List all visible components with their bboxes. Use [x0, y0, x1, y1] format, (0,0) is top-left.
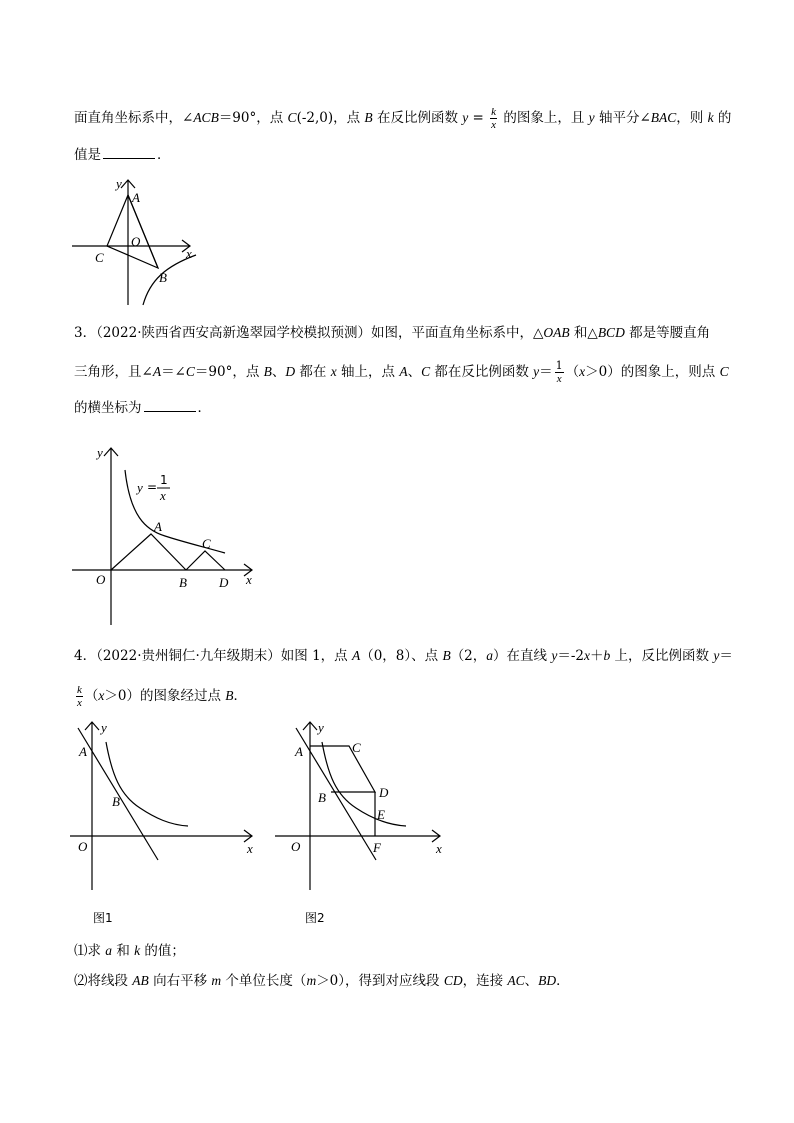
- q4-var: x: [583, 648, 590, 663]
- fraction-numerator: 1: [555, 359, 563, 372]
- label-e: E: [377, 807, 385, 822]
- q2-text: 面直角坐标系中，∠: [74, 110, 194, 126]
- fraction-numerator: k: [491, 106, 497, 118]
- q2-text: 值是: [74, 147, 101, 163]
- fraction-denominator: x: [491, 119, 497, 131]
- q3-var: A: [152, 364, 162, 379]
- q2-text: 在反比例函数: [372, 110, 463, 126]
- q3-text: 的横坐标为: [74, 400, 142, 416]
- q4-var: CD: [443, 973, 463, 988]
- q2-text: (-2,0)，点: [296, 110, 365, 126]
- label-x: x: [246, 572, 252, 587]
- label-b: B: [179, 575, 187, 590]
- label-x: x: [186, 246, 192, 261]
- q3-var: C: [185, 364, 195, 379]
- q3-text: （: [565, 364, 580, 380]
- q3-var: C: [421, 364, 431, 379]
- label-x: x: [436, 841, 442, 856]
- q3-text: ．: [197, 400, 211, 416]
- label-y: y: [116, 176, 122, 191]
- quad-abdc: [310, 746, 375, 792]
- label-f: F: [373, 840, 381, 855]
- q4-text: 个单位长度（: [221, 973, 307, 989]
- q4-text: 向右平移: [148, 973, 212, 989]
- q4-var: BD: [538, 973, 557, 988]
- q4-text: （: [84, 688, 99, 704]
- q4-var: A: [351, 648, 361, 663]
- q2-text: 的: [713, 110, 732, 126]
- q3-text: 都在: [295, 364, 331, 380]
- label-a: A: [132, 190, 140, 205]
- q2-text: 的图象上，且: [499, 110, 589, 126]
- label-a: A: [79, 744, 87, 759]
- q4-text: ．: [233, 688, 248, 704]
- q4-text: ＝: [719, 648, 733, 664]
- fn-num: 1: [160, 473, 168, 487]
- q3-text: ＞0）的图象上，则点: [585, 364, 720, 380]
- q4-var: b: [603, 648, 611, 663]
- q4-var: a: [105, 943, 113, 958]
- fn-eq: =: [147, 480, 158, 494]
- q4-text: 和: [112, 943, 135, 959]
- q3-text: 三角形，且∠: [74, 364, 153, 380]
- caption-fig-2: 图2: [305, 911, 325, 925]
- fn-den: x: [160, 488, 166, 503]
- caption-fig-1: 图1: [93, 911, 113, 925]
- q4-var: AB: [132, 973, 149, 988]
- label-c: C: [352, 740, 361, 755]
- q2-var: B: [364, 110, 373, 125]
- q4-var: B: [225, 688, 234, 703]
- label-a: A: [154, 519, 162, 534]
- q3-text: 轴上，点: [336, 364, 400, 380]
- q4-sub-question-1: [74, 941, 185, 961]
- q4-text: （2，: [450, 648, 487, 664]
- fraction-denominator: x: [77, 697, 82, 709]
- q4-text: ＋: [589, 648, 604, 664]
- q4-text: ⑴求: [74, 943, 106, 959]
- q2-text: 轴平分∠: [594, 110, 651, 126]
- q4-var: m: [211, 973, 222, 988]
- line-ab: [296, 728, 376, 860]
- q4-text: ⑵将线段: [74, 973, 133, 989]
- q4-var: y: [713, 648, 720, 663]
- q4-text: ＞0），得到对应线段: [316, 973, 444, 989]
- q2-var: y: [588, 110, 595, 125]
- q3-text: 都在反比例函数: [430, 364, 534, 380]
- q4-var: AC: [507, 973, 525, 988]
- q4-text: ．: [556, 973, 570, 989]
- q2-var: C: [287, 110, 297, 125]
- label-d: D: [219, 575, 229, 590]
- q3-var: A: [399, 364, 408, 379]
- label-y: y: [101, 720, 107, 735]
- q3-var: B: [263, 364, 272, 379]
- fraction-numerator: k: [77, 684, 82, 696]
- q4-text: ，连接: [462, 973, 508, 989]
- q4-sub-question-2: [74, 971, 570, 991]
- q4-var: a: [486, 648, 494, 663]
- hyperbola: [322, 742, 406, 826]
- q3-var: BCD: [597, 325, 625, 340]
- q4-text: （0，8）、点: [360, 648, 443, 664]
- q3-var: D: [285, 364, 296, 379]
- q3-text: 、: [407, 364, 422, 380]
- q4-var: m: [306, 973, 317, 988]
- q3-var: x: [330, 364, 337, 379]
- q4-text: 上，反比例函数: [610, 648, 714, 664]
- q2-var: y: [462, 110, 469, 125]
- q3-text: 和△: [569, 325, 598, 341]
- label-c: C: [202, 536, 211, 551]
- label-b: B: [159, 270, 167, 285]
- fn-y: y: [137, 480, 143, 495]
- q2-text: ，则: [676, 110, 708, 126]
- q2-text: ．: [157, 147, 171, 163]
- label-b: B: [112, 794, 120, 809]
- q2-text: ＝90°，点: [218, 110, 288, 126]
- q3-text: 都是等腰直角: [624, 325, 711, 341]
- fraction-denominator: x: [556, 373, 562, 385]
- label-o: O: [78, 839, 88, 854]
- q4-text: 、: [524, 973, 539, 989]
- label-o: O: [291, 839, 301, 854]
- q4-var: y: [551, 648, 558, 663]
- label-b: B: [318, 790, 326, 805]
- q2-var: k: [707, 110, 714, 125]
- q3-text: ＝: [539, 364, 553, 380]
- q4-var: x: [98, 688, 105, 703]
- label-y: y: [318, 720, 324, 735]
- q4-text: ＝-2: [557, 648, 584, 664]
- label-d: D: [379, 785, 389, 800]
- q3-text: 、: [271, 364, 286, 380]
- q4-var: k: [134, 943, 141, 958]
- q4-text: 4．（2022·贵州铜仁·九年级期末）如图 1，点: [74, 648, 352, 664]
- q2-var: BAC: [650, 110, 677, 125]
- q4-text: 的值；: [140, 943, 185, 959]
- q2-text: =: [468, 110, 489, 126]
- q3-text: ＝90°，点: [194, 364, 264, 380]
- label-y: y: [97, 445, 103, 460]
- label-o: O: [131, 234, 141, 249]
- label-x: x: [247, 841, 253, 856]
- q4-var: B: [442, 648, 451, 663]
- q3-text: ＝∠: [161, 364, 186, 380]
- q4-text: ）在直线: [493, 648, 552, 664]
- q3-var: C: [719, 364, 729, 379]
- q3-var: OAB: [543, 325, 570, 340]
- label-o: O: [96, 572, 106, 587]
- q2-var: ACB: [193, 110, 219, 125]
- label-c: C: [95, 250, 104, 265]
- q3-text: 3．（2022·陕西省西安高新逸翠园学校模拟预测）如图，平面直角坐标系中，△: [74, 325, 544, 341]
- q4-text: ＞0）的图象经过点: [104, 688, 226, 704]
- q3-var: y: [533, 364, 540, 379]
- q3-var: x: [579, 364, 586, 379]
- label-a: A: [295, 744, 303, 759]
